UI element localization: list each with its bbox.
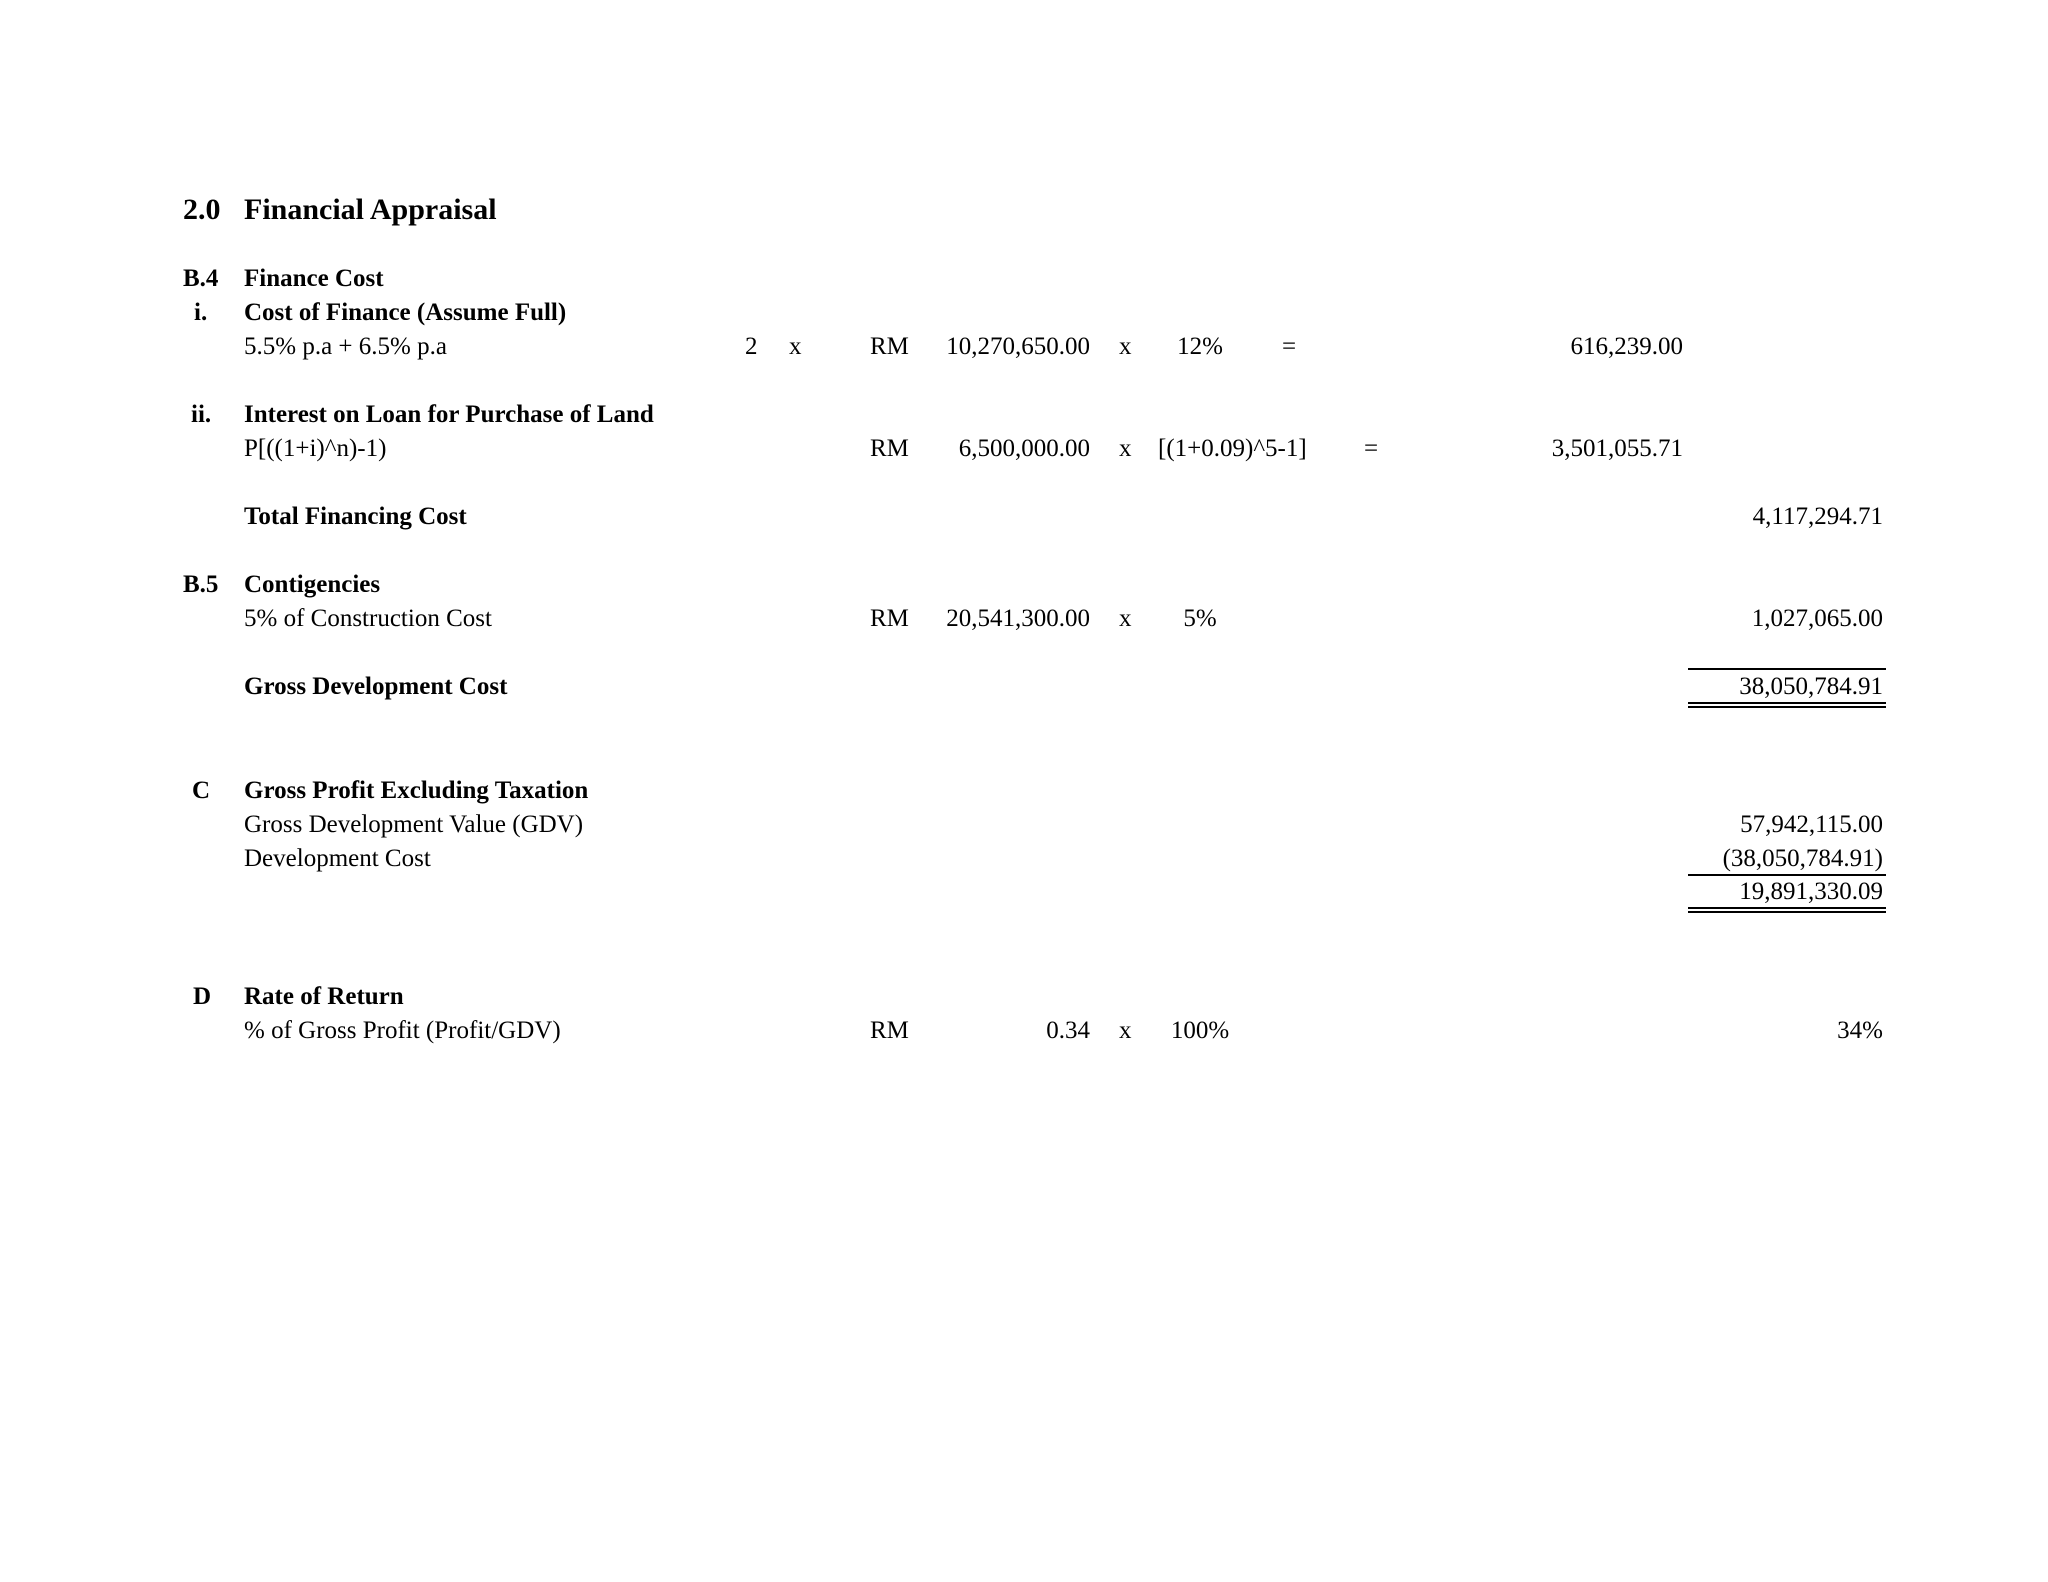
b4-i-factor: 2 — [745, 333, 758, 360]
d-value: 34% — [1837, 1017, 1883, 1044]
c-code: C — [192, 777, 211, 804]
b4-ii-amount: 6,500,000.00 — [958, 435, 1090, 462]
b4-i-rate: 12% — [1177, 333, 1223, 360]
b4-i-title: Cost of Finance (Assume Full) — [244, 299, 567, 326]
c-profit-value: 19,891,330.09 — [1739, 878, 1883, 905]
b4-ii-formula: [(1+0.09)^5-1] — [1158, 435, 1307, 462]
c-title: Gross Profit Excluding Taxation — [244, 777, 589, 804]
total-financing-cost-label: Total Financing Cost — [244, 503, 467, 530]
b5-code: B.5 — [183, 571, 219, 598]
b4-ii-equals: = — [1364, 435, 1379, 462]
section-title: Financial Appraisal — [244, 193, 497, 226]
b4-i-times-2: x — [1119, 333, 1132, 360]
b4-i-desc: 5.5% p.a + 6.5% p.a — [244, 333, 447, 360]
b4-ii-title: Interest on Loan for Purchase of Land — [244, 401, 654, 428]
b5-times: x — [1119, 605, 1132, 632]
d-desc: % of Gross Profit (Profit/GDV) — [244, 1017, 561, 1044]
total-financing-cost-value: 4,117,294.71 — [1752, 503, 1883, 530]
section-number: 2.0 — [183, 193, 221, 226]
d-code: D — [193, 983, 212, 1010]
b4-ii-currency: RM — [870, 435, 909, 462]
b4-ii-times: x — [1119, 435, 1132, 462]
b4-ii-desc: P[((1+i)^n)-1) — [244, 435, 387, 462]
b5-title: Contigencies — [244, 571, 381, 598]
b4-ii-numeral: ii. — [191, 401, 212, 428]
c-double-rule-2 — [1688, 911, 1886, 913]
d-times: x — [1119, 1017, 1132, 1044]
gdc-top-rule — [1688, 668, 1886, 670]
b4-i-currency: RM — [870, 333, 909, 360]
b4-i-equals: = — [1282, 333, 1297, 360]
b4-title: Finance Cost — [244, 265, 384, 292]
b5-desc: 5% of Construction Cost — [244, 605, 492, 632]
b4-i-result: 616,239.00 — [1570, 333, 1683, 360]
c-gdv-value: 57,942,115.00 — [1740, 811, 1883, 838]
c-dc-value: (38,050,784.91) — [1722, 845, 1883, 872]
gdc-double-rule-2 — [1688, 706, 1886, 708]
d-amount: 0.34 — [1046, 1017, 1090, 1044]
b4-i-numeral: i. — [194, 299, 208, 326]
d-title: Rate of Return — [244, 983, 404, 1010]
gdc-label: Gross Development Cost — [244, 673, 508, 700]
d-currency: RM — [870, 1017, 909, 1044]
b4-ii-result: 3,501,055.71 — [1551, 435, 1683, 462]
c-gdv-label: Gross Development Value (GDV) — [244, 811, 584, 838]
gdc-value: 38,050,784.91 — [1739, 673, 1883, 700]
b5-rate: 5% — [1183, 605, 1217, 632]
c-double-rule-1 — [1688, 907, 1886, 909]
d-rate: 100% — [1170, 1017, 1230, 1044]
c-subtotal-rule — [1688, 874, 1886, 876]
b4-i-amount: 10,270,650.00 — [946, 333, 1090, 360]
b5-value: 1,027,065.00 — [1751, 605, 1883, 632]
c-dc-label: Development Cost — [244, 845, 431, 872]
b4-code: B.4 — [183, 265, 219, 292]
b4-i-times-1: x — [789, 333, 802, 360]
gdc-double-rule-1 — [1688, 702, 1886, 704]
b5-currency: RM — [870, 605, 909, 632]
b5-amount: 20,541,300.00 — [946, 605, 1090, 632]
